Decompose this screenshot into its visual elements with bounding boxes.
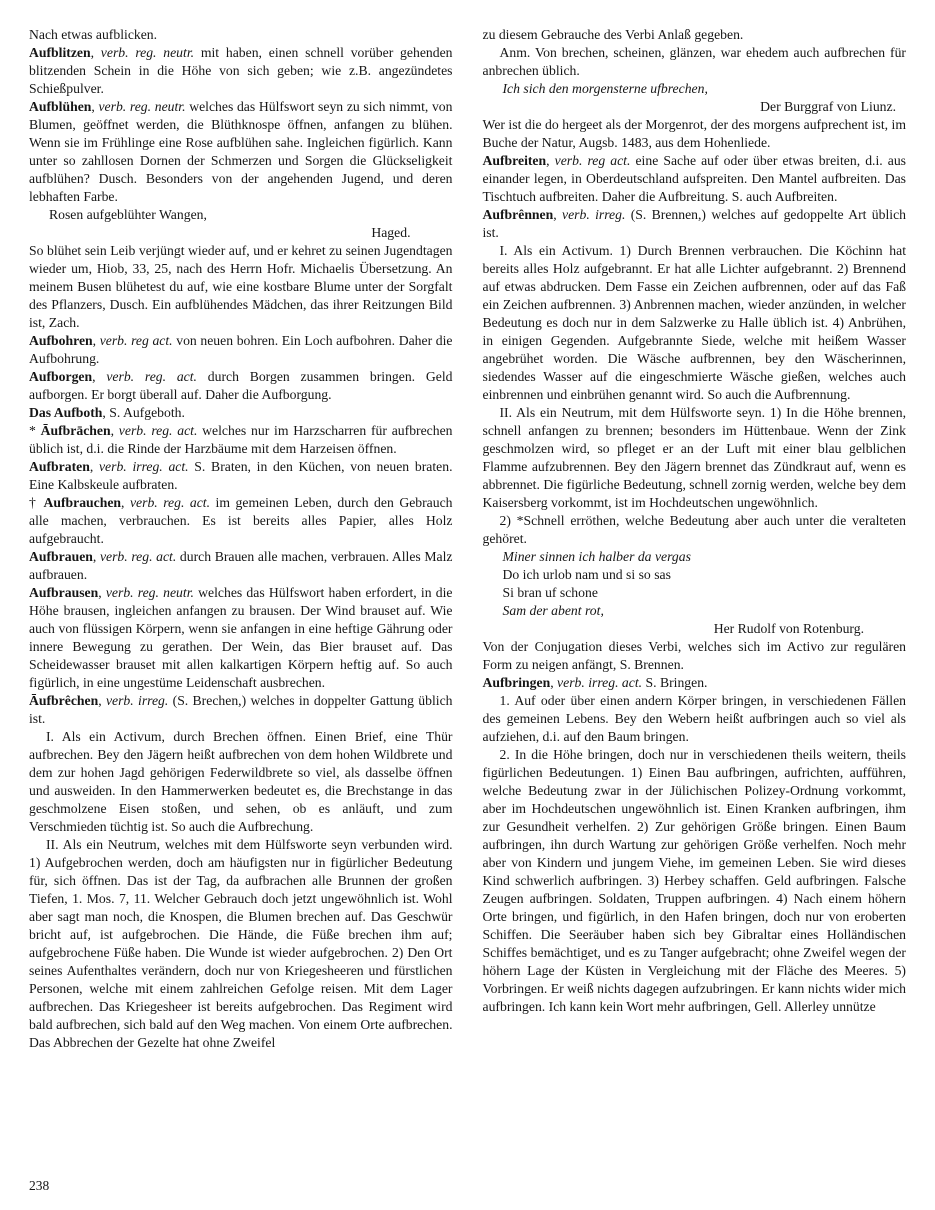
- sense-activum: [29, 728, 453, 836]
- body-text: [483, 638, 907, 674]
- text-segment: von neuen bohren. Ein Loch aufbohren. Daher die Aufbohrung.: [29, 333, 453, 366]
- entry-aufbrauchen: [29, 494, 453, 548]
- headword: Aufbraten: [29, 459, 90, 474]
- headword: Aufbrausen: [29, 585, 99, 600]
- text-segment: Anm. Von brechen, scheinen, glänzen, war ehedem auch aufbrechen für anbrechen üblich.: [482, 45, 906, 78]
- text-segment: ,: [553, 207, 562, 222]
- headword: Aufbrênnen: [482, 207, 554, 222]
- text-segment: welches das Hülfswort seyn zu sich nimmt, von Blumen, geöffnet werden, die Blüthknospe öffnen, anfangen zu blühen. Wenn sie im Frühlinge eine Rose aufblühen sahe. Ingleichen figürlich. Kann unter so zahllosen Dornen der Schmerzen und Sorgen die Glückseligkeit aufblühen? Dusch. Besonders von der angehenden Jugend, und deren lebhaften Farbe.: [29, 99, 453, 204]
- text-segment: im gemeinen Leben, durch den Gebrauch alle machen, verbrauchen. Es ist bereits alles Papier, alles Holz aufgebraucht.: [29, 495, 453, 546]
- grammar-label: verb. irreg. act.: [557, 675, 643, 690]
- headword: Aufbohren: [29, 333, 93, 348]
- sense-neutrum: [483, 404, 907, 512]
- text-segment: durch Brauen alle machen, verbrauen. Alles Malz aufbrauen.: [29, 549, 453, 582]
- headword: Das Aufboth: [29, 405, 103, 420]
- text-segment: ,: [92, 369, 107, 384]
- headword: Aufborgen: [29, 369, 93, 384]
- body-text: [29, 242, 453, 332]
- text-segment: *: [29, 423, 41, 438]
- sense-activum: [483, 242, 907, 404]
- entry-aufbluehen: [29, 98, 453, 206]
- headword: Aufbringen: [482, 675, 551, 690]
- text-segment: ,: [546, 153, 555, 168]
- text-segment: I. Als ein Activum. 1) Durch Brennen verbrauchen. Die Köchinn hat bereits alles Holz aufgebrannt. Er hat alle Lichter aufgebrannt. 2) Brennend auf etwas abdrucken. Dem Fasse ein Zeichen aufbrennen, oder auf das Faß ein Zeichen aufbrennen. 3) Anbrennen machen, wieder anzünden, in welcher Bedeutung es doch nur in dem Salzwerke zu Halle üblich ist. 4) Anbrühen, in einigen Gegenden. Aufgebrannte Siede, welche mit heißem Wasser angebrühet worden. Die Wäsche aufbrennen, bey den Wäscherinnen, siedendes Wasser auf die eingeschmierte Wäsche gießen, welches auch einbrennen und einbrühen genannt wird. So auch die Aufbrennung.: [482, 243, 906, 402]
- sense-2: [483, 746, 907, 1016]
- grammar-label: verb. reg. neutr.: [105, 585, 194, 600]
- headword: Aufbrauen: [29, 549, 93, 564]
- text-segment: welches das Hülfswort haben erfordert, in die Höhe brausen, ingleichen anfangen zu brausen. Der Wind brauset auf. Wie auch von flüssigen Körpern, wenn sie anfangen in eine heftige Gährung oder innere Bewegung zu gerathen. Der Wein, das Bier brauset auf. Das Scheidewasser brauset mit allen kalkartigen Körpern heftig auf. So auch figürlich, in eine ungestüme Leidenschaft ausbrechen.: [29, 585, 453, 690]
- text-segment: Der Burggraf von Liunz.: [760, 99, 896, 114]
- text-segment: Nach etwas aufblicken.: [29, 27, 158, 42]
- text-segment: zu diesem Gebrauche des Verbi Anlaß gegeben.: [482, 27, 744, 42]
- verse-line: [29, 206, 453, 224]
- text-segment: S. Braten, in den Küchen, von neuen braten. Eine Kalbskeule aufbraten.: [29, 459, 453, 492]
- entry-aufboth: [29, 404, 453, 422]
- entry-aufborgen: [29, 368, 453, 404]
- right-column: [483, 26, 907, 1016]
- text-segment: Si bran uf schone: [502, 585, 598, 600]
- text-segment: Rosen aufgeblühter Wangen,: [49, 207, 207, 222]
- text-segment: 1. Auf oder über einen andern Körper bringen, in verschiedenen Fällen des gemeinen Lebens. Bey den Webern heißt aufbringen auch so viel als aufziehen, d.i. auf den Baum bringen.: [482, 693, 906, 744]
- two-column-text-area: [29, 26, 906, 1052]
- grammar-label: verb. reg. neutr.: [100, 45, 195, 60]
- text-segment: II. Als ein Neutrum, welches mit dem Hülfsworte seyn verbunden wird. 1) Aufgebrochen werden, doch am häufigsten nur in figürlicher Bedeutung für, sich öffnen. Das ist der Tag, da aufbrachen alle Brunnen der großen Tiefen, 1. Mos. 7, 11. Welcher Gebrauch doch jetzt ungewöhnlich ist. Wohl aber sagt man noch, die Knospen, die Blumen brechen auf. Das Geschwür bricht auf, ist aufgebrochen. Die Hände, die Füße brechen ihm auf; aufgebrochene Füße haben. Die Wunde ist wieder aufgebrochen. 2) Den Ort seines Aufenthaltes verändern, doch nur von Kriegesheeren und fürstlichen Personen, welche mit einem zahlreichen Gefolge reisen. Mit dem Lager aufbrechen. Das Kriegesheer ist bereits aufgebrochen. Das Regiment wird bald aufbrechen, sich bald auf den Weg machen. Von einem Orte aufbrechen. Das Abbrechen der Gezelte hat ohne Zweifel: [29, 837, 453, 1050]
- sense-neutrum: [29, 836, 453, 1052]
- grammar-label: verb. irreg.: [105, 693, 169, 708]
- entry-aufbraechen: [29, 422, 453, 458]
- text-segment: mit haben, einen schnell vorüber gehenden blitzenden Schein in die Höhe von sich geben; wie z.B. angezündetes Schießpulver.: [29, 45, 453, 96]
- headword: Aufblitzen: [29, 45, 91, 60]
- grammar-label: verb. irreg.: [562, 207, 626, 222]
- text-segment: So blühet sein Leib verjüngt wieder auf, und er kehret zu seinen Jugendtagen wieder um, Hiob, 33, 25, nach des Herrn Hofr. Michaelis Übersetzung. An meinem Busen blühetest du auf, wie eine kostbare Blume unter der Sorgfalt des Pflanzers, Dusch. Ein aufblühendes Mädchen, das ihrer Reitzungen Bild ist, Zach.: [29, 243, 453, 330]
- anmerkung: [483, 44, 907, 80]
- text-segment: ,: [91, 99, 99, 114]
- text-segment: Von der Conjugation dieses Verbi, welches sich im Activo zur regulären Form zu neigen anfängt, S. Brennen.: [482, 639, 906, 672]
- grammar-label: verb. irreg. act.: [98, 459, 189, 474]
- text-segment: ,: [121, 495, 130, 510]
- verse-line: [483, 566, 907, 584]
- text-segment: (S. Brechen,) welches in doppelter Gattung üblich ist.: [29, 693, 453, 726]
- text-segment: Miner sinnen ich halber da vergas: [502, 549, 691, 564]
- attribution: [483, 98, 907, 116]
- text-segment: ,: [92, 333, 100, 348]
- text-segment: (S. Brennen,) welches auf gedoppelte Art üblich ist.: [482, 207, 906, 240]
- headword: Āufbrêchen: [29, 693, 99, 708]
- text-segment: Do ich urlob nam und si so sas: [502, 567, 671, 582]
- text-segment: ,: [110, 423, 119, 438]
- entry-aufblitzen: [29, 44, 453, 98]
- headword: Aufbrauchen: [43, 495, 122, 510]
- verse-line: [483, 602, 907, 620]
- sense-item: [483, 512, 907, 548]
- text-segment: Her Rudolf von Rotenburg.: [713, 621, 864, 636]
- grammar-label: verb. reg. neutr.: [98, 99, 186, 114]
- entry-aufbrauen: [29, 548, 453, 584]
- text-segment: welches nur im Harzscharren für aufbrechen üblich ist, d.i. die Rinde der Harzbäume mit dem Harzeisen öffnen.: [29, 423, 453, 456]
- text-segment: S. Bringen.: [642, 675, 708, 690]
- entry-aufbrennen: [483, 206, 907, 242]
- text-segment: eine Sache auf oder über etwas breiten, d.i. aus einander legen, in Oberdeutschland aufspreiten. Den Mantel aufbreiten. Das Tischtuch aufbreiten. Daher die Aufbreitung. S. auch Aufbreiten.: [482, 153, 907, 204]
- text-segment: Wer ist die do hergeet als der Morgenrot, der des morgens aufprechent ist, im Buche der Natur, Augsb. 1483, aus dem Hohenliede.: [482, 117, 906, 150]
- attribution: [29, 224, 453, 242]
- text-segment: ,: [98, 693, 106, 708]
- sense-1: [483, 692, 907, 746]
- grammar-label: verb. reg. act.: [129, 495, 211, 510]
- text-segment: 2) *Schnell erröthen, welche Bedeutung aber auch unter die veralteten gehöret.: [482, 513, 906, 546]
- grammar-label: verb. reg. act.: [118, 423, 198, 438]
- verse-line: [483, 548, 907, 566]
- text-segment: 2. In die Höhe bringen, doch nur in verschiedenen theils weitern, theils figürlichen Bedeutungen. 1) Einen Bau aufbringen, aufrichten, aufführen, welche Bedeutung zwar in der Jülichischen Polizey-Ordnung vorkommt, aber im Hochdeutschen ungewöhnlich ist. Einen Kranken aufbringen, ihm zur Gesundheit verhelfen. 2) Zur gehörigen Größe bringen. Einen Baum aufbringen, ihn durch Wartung zur gehörigen Größe verhelfen. Noch mehr aber von Kindern und jungem Viehe, im gemeinen Leben. Sie wird dieses Kind schwerlich aufbringen. 3) Herbey schaffen. Geld aufbringen. Falsche Zeugen aufbringen. Soldaten, Truppen aufbringen. 4) Nach einem höhern Orte bringen, und figürlich, in den Hafen bringen, doch nur von eroberten Schiffen. Die Seeräuber haben sich bey Gibraltar eines Holländischen Schiffes bemächtiget, und es zu Tanger aufgebracht; ohne Zweifel wegen der höhern Lage der Küsten in Vergleichung mit der Fläche des Meeres. 5) Vorbringen. Er weiß nichts dagegen aufzubringen. Er kann nichts wider mich aufbringen. Ich kann kein Wort mehr aufbringen, Gell. Allerley unnütze: [482, 747, 906, 1014]
- text-segment: II. Als ein Neutrum, mit dem Hülfsworte seyn. 1) In die Höhe brennen, schnell anfangen zu brennen; besonders im Hüttenbaue. Wenn der Zink geschmolzen wird, so pfleget er an der Luft mit einer blau gelblichen Flamme aufzubrennen. Bey den Jägern brennet das Zündkraut auf, wenn es abbrennet. Die figürliche Bedeutung, schnell zornig werden, welche bey dem Kaisersberg vorkommt, ist im Hochdeutschen ungewöhnlich.: [482, 405, 906, 510]
- text-segment: ,: [90, 45, 101, 60]
- text-segment: Sam der abent rot,: [502, 603, 604, 618]
- attribution: [483, 620, 907, 638]
- verse-line: [483, 80, 907, 98]
- page-number: 238: [29, 1178, 50, 1193]
- entry-aufbohren: [29, 332, 453, 368]
- continuation-text: [483, 26, 907, 44]
- verse-line: [483, 584, 907, 602]
- text-segment: ,: [92, 549, 100, 564]
- text-segment: ,: [89, 459, 99, 474]
- grammar-label: verb. reg act.: [99, 333, 173, 348]
- headword: Āufbrāchen: [40, 423, 111, 438]
- entry-aufbreiten: [483, 152, 907, 206]
- text-segment: †: [29, 495, 44, 510]
- text-segment: , S. Aufgeboth.: [102, 405, 185, 420]
- entry-aufbringen: [483, 674, 907, 692]
- grammar-label: verb. reg. act.: [99, 549, 177, 564]
- text-segment: durch Borgen zusammen bringen. Geld aufborgen. Er borgt überall auf. Daher die Aufborgung.: [29, 369, 453, 402]
- entry-aufbrechen: [29, 692, 453, 728]
- headword: Aufbreiten: [482, 153, 547, 168]
- headword: Aufblühen: [29, 99, 92, 114]
- body-text: [483, 116, 907, 152]
- grammar-label: verb. reg act.: [554, 153, 631, 168]
- entry-aufbrausen: [29, 584, 453, 692]
- text-segment: ,: [98, 585, 106, 600]
- entry-aufbraten: [29, 458, 453, 494]
- grammar-label: verb. reg. act.: [106, 369, 197, 384]
- left-column: [29, 26, 453, 1052]
- text-segment: Haged.: [371, 225, 411, 240]
- continuation-text: [29, 26, 453, 44]
- text-segment: I. Als ein Activum, durch Brechen öffnen. Einen Brief, eine Thür aufbrechen. Bey den Jägern heißt aufbrechen von dem hohen Wildbrete und dem zur hohen Jagd gehörigen Federwildbrete so viel, als dasselbe öffnen und ausweiden. In den Hammerwerken bedeutet es, die Brechstange in das geschmolzene Eisen stoßen, und sehen, ob es anläuft, und zum Verschmieden tüchtig ist. So auch die Aufbrechung.: [29, 729, 453, 834]
- text-segment: ,: [550, 675, 558, 690]
- text-segment: Ich sich den morgensterne ufbrechen,: [502, 81, 708, 96]
